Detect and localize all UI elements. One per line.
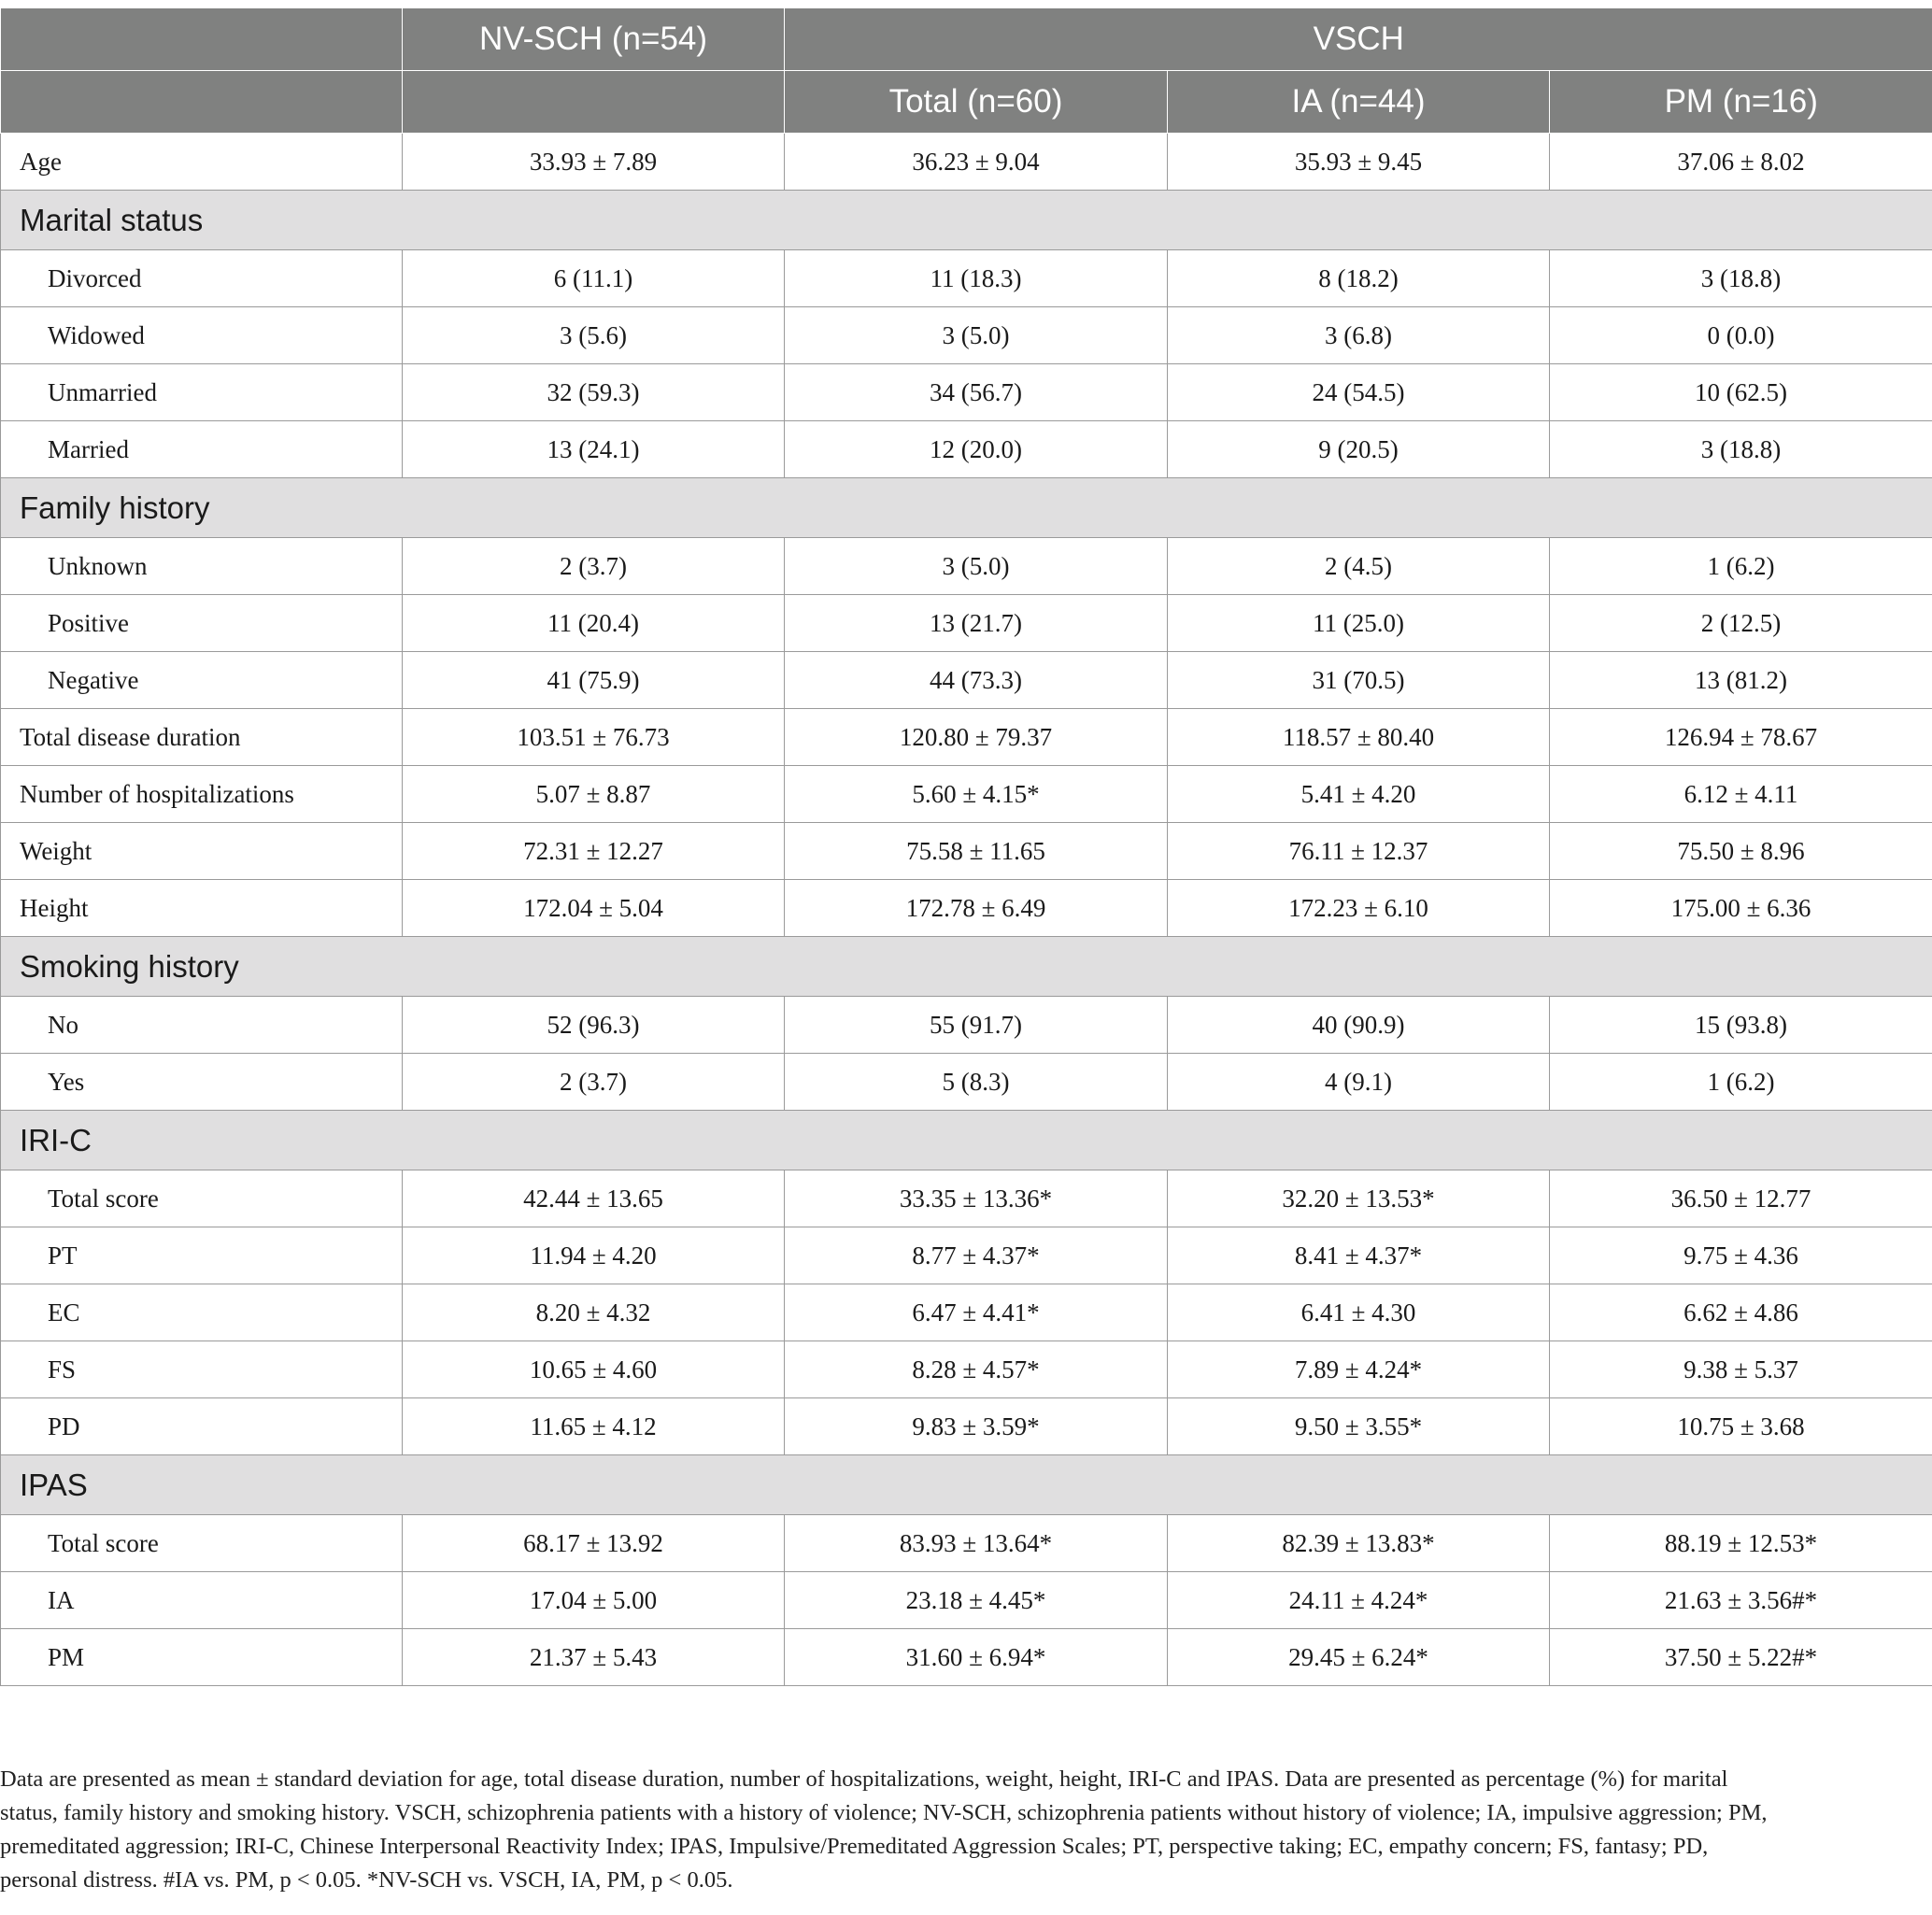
table-row (1, 766, 1932, 823)
cell: 36.50 ± 12.77 (1550, 1170, 1932, 1227)
cell: 1 (6.2) (1550, 538, 1932, 595)
cell: 41 (75.9) (403, 652, 785, 709)
cell: 76.11 ± 12.37 (1168, 823, 1550, 880)
cell: 120.80 ± 79.37 (785, 709, 1168, 766)
table-row (1, 1227, 1932, 1284)
cell: 2 (3.7) (403, 1054, 785, 1111)
row-label: FS (1, 1341, 403, 1398)
cell: 9.75 ± 4.36 (1550, 1227, 1932, 1284)
header-total: Total (n=60) (785, 71, 1168, 134)
cell: 23.18 ± 4.45* (785, 1572, 1168, 1629)
cell: 33.93 ± 7.89 (403, 134, 785, 191)
cell: 126.94 ± 78.67 (1550, 709, 1932, 766)
table-row (1, 538, 1932, 595)
cell: 9.50 ± 3.55* (1168, 1398, 1550, 1455)
cell: 17.04 ± 5.00 (403, 1572, 785, 1629)
table-row (1, 652, 1932, 709)
table-row (1, 1341, 1932, 1398)
row-label: Positive (1, 595, 403, 652)
cell: 9.38 ± 5.37 (1550, 1341, 1932, 1398)
cell: 3 (5.0) (785, 307, 1168, 364)
table-row (1, 1572, 1932, 1629)
cell: 55 (91.7) (785, 997, 1168, 1054)
cell: 11.94 ± 4.20 (403, 1227, 785, 1284)
row-label: EC (1, 1284, 403, 1341)
header-nv-sch: NV-SCH (n=54) (403, 8, 785, 71)
cell: 11 (25.0) (1168, 595, 1550, 652)
table-row (1, 823, 1932, 880)
cell: 83.93 ± 13.64* (785, 1515, 1168, 1572)
cell: 3 (5.0) (785, 538, 1168, 595)
table-row (1, 709, 1932, 766)
row-label: Unmarried (1, 364, 403, 421)
cell: 6.62 ± 4.86 (1550, 1284, 1932, 1341)
cell: 37.50 ± 5.22#* (1550, 1629, 1932, 1686)
cell: 68.17 ± 13.92 (403, 1515, 785, 1572)
cell: 10.75 ± 3.68 (1550, 1398, 1932, 1455)
cell: 3 (18.8) (1550, 250, 1932, 307)
cell: 29.45 ± 6.24* (1168, 1629, 1550, 1686)
cell: 5.41 ± 4.20 (1168, 766, 1550, 823)
header-blank-cell (1, 8, 403, 71)
row-label: Unknown (1, 538, 403, 595)
cell: 32.20 ± 13.53* (1168, 1170, 1550, 1227)
header-blank-cell (403, 71, 785, 134)
footnote-line: Data are presented as mean ± standard deviation for age, total disease duration, number of hospitalizations, weight, height, IRI-C and IPAS. Data are presented as percentage (%) for marital (0, 1766, 1728, 1792)
cell: 5.07 ± 8.87 (403, 766, 785, 823)
footnote-line: premeditated aggression; IRI-C, Chinese Interpersonal Reactivity Index; IPAS, Impulsive/Premeditated Aggression Scales; PT, perspective taking; EC, empathy concern; FS, fantasy; PD, (0, 1834, 1709, 1859)
cell: 6.12 ± 4.11 (1550, 766, 1932, 823)
header-ia: IA (n=44) (1168, 71, 1550, 134)
table-row (1, 1170, 1932, 1227)
table-row (1, 997, 1932, 1054)
cell: 75.58 ± 11.65 (785, 823, 1168, 880)
footnote-line: status, family history and smoking history. VSCH, schizophrenia patients with a history of violence; NV-SCH, schizophrenia patients without history of violence; IA, impulsive aggression; PM, (0, 1800, 1768, 1825)
cell: 11.65 ± 4.12 (403, 1398, 785, 1455)
cell: 172.04 ± 5.04 (403, 880, 785, 937)
cell: 75.50 ± 8.96 (1550, 823, 1932, 880)
cell: 3 (6.8) (1168, 307, 1550, 364)
row-label: Age (1, 134, 403, 191)
header-pm: PM (n=16) (1550, 71, 1932, 134)
cell: 31.60 ± 6.94* (785, 1629, 1168, 1686)
section-row (1, 937, 1932, 997)
cell: 103.51 ± 76.73 (403, 709, 785, 766)
row-label: No (1, 997, 403, 1054)
section-row (1, 478, 1932, 538)
section-label: Smoking history (1, 937, 1932, 997)
table-row (1, 1515, 1932, 1572)
row-label: Total disease duration (1, 709, 403, 766)
section-label: Family history (1, 478, 1932, 538)
cell: 3 (5.6) (403, 307, 785, 364)
cell: 5 (8.3) (785, 1054, 1168, 1111)
header-vsch: VSCH (785, 8, 1932, 71)
row-label: PD (1, 1398, 403, 1455)
header-row-2 (1, 71, 1932, 134)
cell: 11 (20.4) (403, 595, 785, 652)
cell: 36.23 ± 9.04 (785, 134, 1168, 191)
cell: 40 (90.9) (1168, 997, 1550, 1054)
cell: 52 (96.3) (403, 997, 785, 1054)
cell: 10.65 ± 4.60 (403, 1341, 785, 1398)
row-label: Married (1, 421, 403, 478)
cell: 31 (70.5) (1168, 652, 1550, 709)
cell: 35.93 ± 9.45 (1168, 134, 1550, 191)
cell: 24.11 ± 4.24* (1168, 1572, 1550, 1629)
cell: 13 (24.1) (403, 421, 785, 478)
section-label: IPAS (1, 1455, 1932, 1515)
cell: 1 (6.2) (1550, 1054, 1932, 1111)
cell: 8.28 ± 4.57* (785, 1341, 1168, 1398)
table-row (1, 1398, 1932, 1455)
row-label: Total score (1, 1515, 403, 1572)
cell: 34 (56.7) (785, 364, 1168, 421)
cell: 3 (18.8) (1550, 421, 1932, 478)
cell: 4 (9.1) (1168, 1054, 1550, 1111)
cell: 6 (11.1) (403, 250, 785, 307)
cell: 8.41 ± 4.37* (1168, 1227, 1550, 1284)
section-label: IRI-C (1, 1111, 1932, 1170)
data-table (0, 8, 1932, 1686)
cell: 118.57 ± 80.40 (1168, 709, 1550, 766)
row-label: Negative (1, 652, 403, 709)
table-row (1, 1284, 1932, 1341)
cell: 7.89 ± 4.24* (1168, 1341, 1550, 1398)
cell: 8.77 ± 4.37* (785, 1227, 1168, 1284)
table-row (1, 250, 1932, 307)
cell: 10 (62.5) (1550, 364, 1932, 421)
cell: 21.37 ± 5.43 (403, 1629, 785, 1686)
table-row (1, 134, 1932, 191)
row-label: Total score (1, 1170, 403, 1227)
cell: 24 (54.5) (1168, 364, 1550, 421)
row-label: IA (1, 1572, 403, 1629)
cell: 172.23 ± 6.10 (1168, 880, 1550, 937)
footnote-line: personal distress. #IA vs. PM, p < 0.05. *NV-SCH vs. VSCH, IA, PM, p < 0.05. (0, 1867, 733, 1893)
cell: 2 (12.5) (1550, 595, 1932, 652)
cell: 8.20 ± 4.32 (403, 1284, 785, 1341)
cell: 12 (20.0) (785, 421, 1168, 478)
cell: 6.47 ± 4.41* (785, 1284, 1168, 1341)
row-label: Widowed (1, 307, 403, 364)
table-row (1, 364, 1932, 421)
cell: 32 (59.3) (403, 364, 785, 421)
cell: 6.41 ± 4.30 (1168, 1284, 1550, 1341)
cell: 0 (0.0) (1550, 307, 1932, 364)
cell: 175.00 ± 6.36 (1550, 880, 1932, 937)
table-row (1, 1629, 1932, 1686)
cell: 42.44 ± 13.65 (403, 1170, 785, 1227)
table-row (1, 421, 1932, 478)
cell: 11 (18.3) (785, 250, 1168, 307)
cell: 9.83 ± 3.59* (785, 1398, 1168, 1455)
cell: 172.78 ± 6.49 (785, 880, 1168, 937)
cell: 21.63 ± 3.56#* (1550, 1572, 1932, 1629)
cell: 13 (81.2) (1550, 652, 1932, 709)
row-label: Yes (1, 1054, 403, 1111)
row-label: Weight (1, 823, 403, 880)
cell: 44 (73.3) (785, 652, 1168, 709)
table-row (1, 595, 1932, 652)
cell: 88.19 ± 12.53* (1550, 1515, 1932, 1572)
cell: 72.31 ± 12.27 (403, 823, 785, 880)
cell: 33.35 ± 13.36* (785, 1170, 1168, 1227)
cell: 2 (3.7) (403, 538, 785, 595)
table-row (1, 307, 1932, 364)
row-label: Number of hospitalizations (1, 766, 403, 823)
cell: 15 (93.8) (1550, 997, 1932, 1054)
header-blank-cell (1, 71, 403, 134)
cell: 13 (21.7) (785, 595, 1168, 652)
header-row-1 (1, 8, 1932, 71)
row-label: PT (1, 1227, 403, 1284)
row-label: PM (1, 1629, 403, 1686)
table-row (1, 1054, 1932, 1111)
section-label: Marital status (1, 191, 1932, 250)
cell: 9 (20.5) (1168, 421, 1550, 478)
cell: 8 (18.2) (1168, 250, 1550, 307)
cell: 2 (4.5) (1168, 538, 1550, 595)
cell: 5.60 ± 4.15* (785, 766, 1168, 823)
table-row (1, 880, 1932, 937)
row-label: Divorced (1, 250, 403, 307)
row-label: Height (1, 880, 403, 937)
section-row (1, 1111, 1932, 1170)
section-row (1, 191, 1932, 250)
section-row (1, 1455, 1932, 1515)
cell: 82.39 ± 13.83* (1168, 1515, 1550, 1572)
table-footnote (0, 1763, 1925, 1897)
cell: 37.06 ± 8.02 (1550, 134, 1932, 191)
